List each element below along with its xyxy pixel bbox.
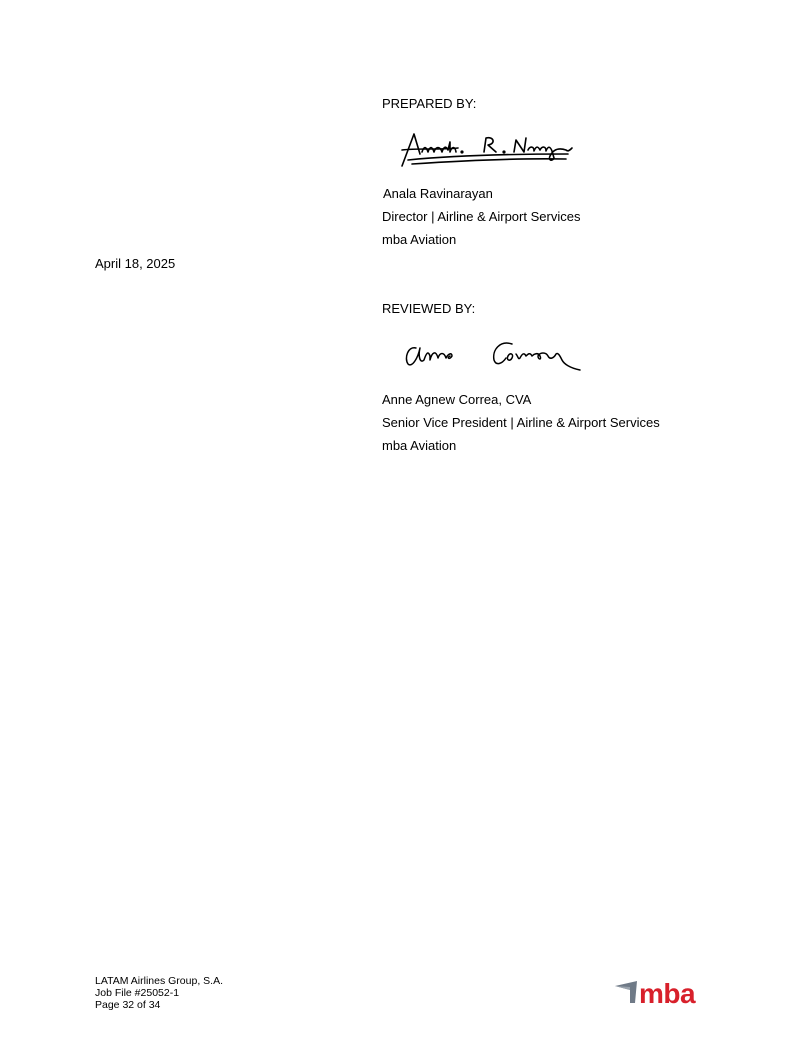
reviewed-by-name: Anne Agnew Correa, CVA bbox=[382, 392, 532, 407]
footer-job-file: Job File #25052-1 bbox=[95, 987, 180, 999]
mba-logo-text: mba bbox=[639, 979, 696, 1007]
reviewed-by-title: Senior Vice President | Airline & Airport Services bbox=[382, 415, 660, 430]
prepared-by-name: Anala Ravinarayan bbox=[383, 186, 493, 201]
reviewed-by-company: mba Aviation bbox=[382, 438, 457, 453]
reviewed-signature bbox=[402, 334, 592, 374]
footer-page-number: Page 32 of 34 bbox=[95, 999, 161, 1011]
prepared-by-company: mba Aviation bbox=[382, 232, 457, 247]
prepared-by-heading: PREPARED BY: bbox=[382, 96, 477, 111]
prepared-by-title: Director | Airline & Airport Services bbox=[382, 209, 581, 224]
reviewed-by-heading: REVIEWED BY: bbox=[382, 301, 476, 316]
mba-logo bbox=[613, 979, 707, 1007]
document-date: April 18, 2025 bbox=[95, 256, 176, 271]
prepared-signature bbox=[398, 128, 578, 174]
tail-fin-icon bbox=[615, 981, 637, 1003]
footer-client: LATAM Airlines Group, S.A. bbox=[95, 975, 223, 987]
